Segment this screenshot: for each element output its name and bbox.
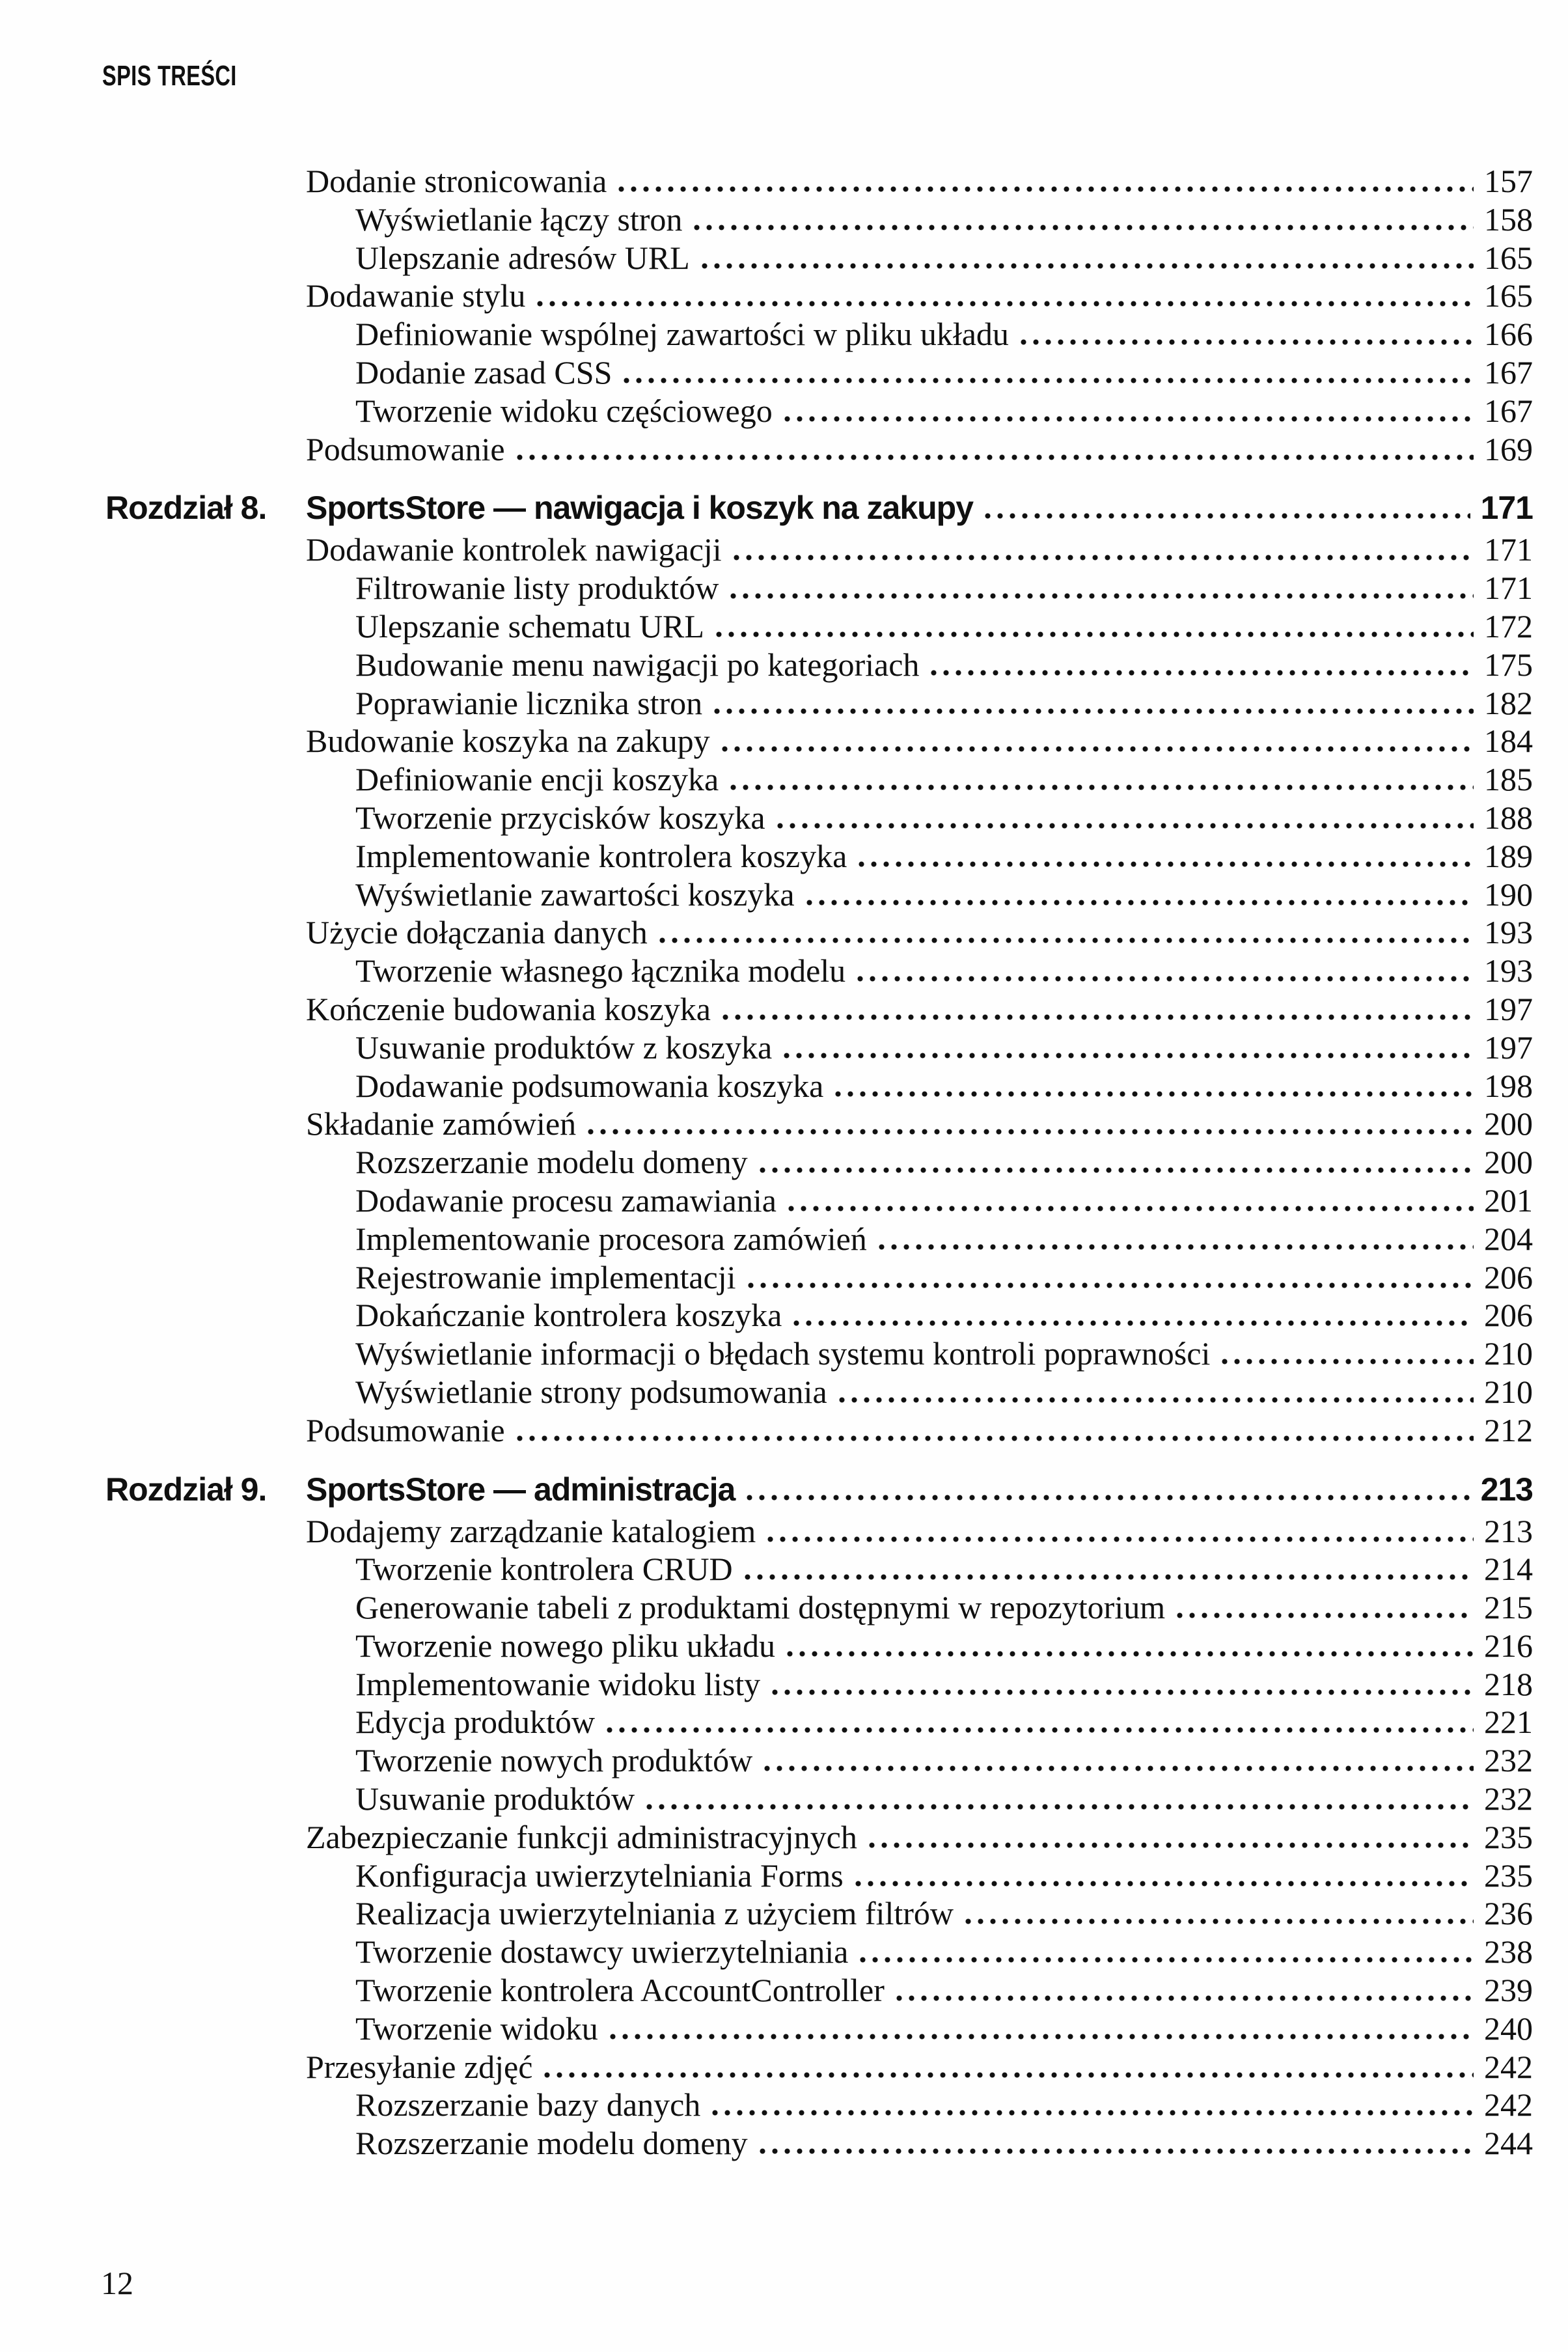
dot-leader — [748, 1282, 1474, 1288]
dot-leader — [896, 1995, 1474, 2001]
toc-entry-row — [306, 392, 1533, 430]
entry-title: Rozszerzanie modelu domeny — [355, 2125, 748, 2162]
dot-leader — [931, 670, 1474, 676]
toc-entry-row — [306, 607, 1533, 646]
page-number: 235 — [1484, 1818, 1533, 1855]
dot-leader — [694, 225, 1474, 230]
entry-title: Usuwanie produktów z koszyka — [355, 1029, 773, 1066]
page-number: 193 — [1484, 914, 1533, 951]
entry-title: Wyświetlanie łączy stron — [355, 201, 683, 238]
dot-leader — [747, 1495, 1470, 1501]
page-number: 188 — [1484, 799, 1533, 836]
toc-entry-row — [306, 353, 1533, 392]
page-header: SPIS TREŚCI — [102, 60, 237, 92]
page-number: 239 — [1484, 1972, 1533, 2009]
toc-entry-row — [306, 2048, 1533, 2086]
entry-title: Realizacja uwierzytelniania z użyciem filtrów — [355, 1895, 954, 1932]
page-number: 244 — [1484, 2125, 1533, 2162]
chapter-title: SportsStore — administracja — [306, 1471, 736, 1508]
dot-leader — [537, 301, 1474, 307]
toc-entry-row — [306, 277, 1533, 315]
dot-leader — [760, 2148, 1474, 2154]
entry-title: Tworzenie kontrolera AccountController — [355, 1972, 885, 2009]
entry-title: Filtrowanie listy produktów — [355, 570, 719, 607]
dot-leader — [1222, 1359, 1474, 1364]
dot-leader — [517, 1435, 1474, 1441]
entry-title: Tworzenie widoku częściowego — [355, 392, 773, 429]
toc-entry-row — [306, 2124, 1533, 2163]
dot-leader — [716, 631, 1474, 637]
toc-entry-row — [306, 1296, 1533, 1335]
dot-leader — [646, 1804, 1474, 1810]
entry-title: Dokańczanie kontrolera koszyka — [355, 1297, 782, 1334]
toc-entry-row — [306, 315, 1533, 353]
toc-entry-row — [306, 1220, 1533, 1258]
entry-title: Definiowanie wspólnej zawartości w pliku układu — [355, 316, 1009, 353]
entry-title: Zabezpieczanie funkcji administracyjnych — [306, 1818, 857, 1855]
page-number: 213 — [1480, 1471, 1533, 1508]
page-number: 238 — [1484, 1933, 1533, 1971]
page-number: 204 — [1484, 1220, 1533, 1257]
page-number: 200 — [1484, 1144, 1533, 1181]
entry-title: Implementowanie widoku listy — [355, 1665, 761, 1702]
page-number: 190 — [1484, 876, 1533, 913]
entry-title: Dodawanie stylu — [306, 277, 526, 314]
page-number: 232 — [1484, 1742, 1533, 1779]
entry-title: Implementowanie procesora zamówień — [355, 1220, 867, 1257]
toc-entry-row — [306, 1512, 1533, 1551]
dot-leader — [734, 555, 1474, 560]
toc-entry-row — [306, 1780, 1533, 1818]
toc-entry-row — [306, 430, 1533, 469]
entry-title: Użycie dołączania danych — [306, 914, 648, 951]
dot-leader — [544, 2072, 1474, 2078]
toc-entry-row — [306, 1258, 1533, 1297]
page-number: 185 — [1484, 761, 1533, 798]
chapter-number-label: Rozdział 9. — [105, 1471, 267, 1508]
chapter-number-label: Rozdział 8. — [105, 490, 267, 527]
entry-title: Budowanie menu nawigacji po kategoriach — [355, 646, 920, 683]
entry-title: Podsumowanie — [306, 1411, 505, 1448]
dot-leader — [777, 823, 1474, 829]
page-number: 197 — [1484, 1029, 1533, 1066]
dot-leader — [806, 900, 1474, 906]
dot-leader — [793, 1320, 1474, 1326]
page-number: 167 — [1484, 392, 1533, 429]
toc-entry-row — [306, 1933, 1533, 1971]
dot-leader — [702, 263, 1474, 269]
page-number: 242 — [1484, 2086, 1533, 2124]
entry-title: Ulepszanie adresów URL — [355, 239, 690, 276]
dot-leader — [860, 1957, 1474, 1963]
page-number: 240 — [1484, 2010, 1533, 2047]
page-number: 165 — [1484, 277, 1533, 314]
dot-leader — [659, 937, 1474, 943]
dot-leader — [965, 1918, 1474, 1924]
toc-entry-row — [306, 760, 1533, 799]
entry-title: Dodawanie procesu zamawiania — [355, 1182, 777, 1219]
toc-entry-row — [306, 2086, 1533, 2124]
toc-entry-row — [306, 1588, 1533, 1627]
toc-entry-row — [306, 837, 1533, 876]
dot-leader — [1177, 1612, 1474, 1618]
page-number: 232 — [1484, 1780, 1533, 1818]
dot-leader — [784, 416, 1474, 422]
dot-leader — [624, 378, 1474, 383]
entry-title: Konfiguracja uwierzytelniania Forms — [355, 1857, 844, 1894]
toc-entry-row — [306, 1818, 1533, 1857]
toc-entry-row — [306, 952, 1533, 990]
dot-leader — [722, 1014, 1474, 1020]
toc-entry-row — [306, 1665, 1533, 1704]
dot-leader — [772, 1689, 1474, 1695]
page-number: 184 — [1484, 723, 1533, 760]
page-number: 214 — [1484, 1551, 1533, 1588]
page-number: 171 — [1480, 490, 1533, 527]
dot-leader — [714, 708, 1474, 714]
page-number: 197 — [1484, 990, 1533, 1027]
entry-title: Rozszerzanie bazy danych — [355, 2086, 701, 2124]
toc-entry-row — [306, 1029, 1533, 1067]
page-number: 236 — [1484, 1895, 1533, 1932]
dot-leader — [985, 513, 1470, 519]
page-number: 171 — [1484, 570, 1533, 607]
toc-entry-row — [306, 2010, 1533, 2048]
page-number: 206 — [1484, 1297, 1533, 1334]
toc-entry-row — [306, 1857, 1533, 1895]
dot-leader — [839, 1397, 1474, 1403]
dot-leader — [835, 1091, 1474, 1097]
dot-leader — [730, 784, 1474, 790]
dot-leader — [767, 1536, 1474, 1542]
page-number: 182 — [1484, 684, 1533, 721]
dot-leader — [859, 861, 1474, 867]
entry-title: Budowanie koszyka na zakupy — [306, 723, 710, 760]
page-number: 171 — [1484, 531, 1533, 568]
page-number: 175 — [1484, 646, 1533, 683]
dot-leader — [730, 593, 1474, 599]
page-number: 166 — [1484, 316, 1533, 353]
toc-entry-row — [306, 531, 1533, 569]
page-number: 165 — [1484, 239, 1533, 276]
entry-title: Tworzenie kontrolera CRUD — [355, 1551, 733, 1588]
entry-title: Dodajemy zarządzanie katalogiem — [306, 1512, 756, 1549]
page-number: 242 — [1484, 2048, 1533, 2085]
toc-chapter-row — [105, 1467, 1533, 1512]
entry-title: Tworzenie dostawcy uwierzytelniania — [355, 1933, 849, 1971]
toc-entry-row — [306, 1067, 1533, 1105]
dot-leader — [787, 1651, 1474, 1657]
page-number: 216 — [1484, 1627, 1533, 1664]
chapter-title: SportsStore — nawigacja i koszyk na zakupy — [306, 490, 974, 527]
dot-leader — [745, 1574, 1474, 1580]
toc-entry-row — [306, 684, 1533, 723]
entry-title: Wyświetlanie informacji o błędach systemu kontroli poprawności — [355, 1335, 1211, 1372]
dot-leader — [1021, 339, 1474, 345]
dot-leader — [788, 1206, 1474, 1211]
entry-title: Poprawianie licznika stron — [355, 684, 703, 721]
entry-title: Składanie zamówień — [306, 1105, 577, 1142]
page-number: 213 — [1484, 1512, 1533, 1549]
entry-title: Tworzenie widoku — [355, 2010, 598, 2047]
dot-leader — [857, 976, 1474, 982]
page-number: 235 — [1484, 1857, 1533, 1894]
dot-leader — [517, 454, 1474, 460]
page-number: 210 — [1484, 1335, 1533, 1372]
toc-entry-row — [306, 1894, 1533, 1933]
toc-entry-row — [306, 1971, 1533, 2010]
page-number: 201 — [1484, 1182, 1533, 1219]
entry-title: Edycja produktów — [355, 1704, 595, 1741]
toc-entry-row — [306, 876, 1533, 914]
toc-entry-row — [306, 1411, 1533, 1450]
toc-entry-row — [306, 1550, 1533, 1588]
dot-leader — [760, 1167, 1474, 1173]
entry-title: Ulepszanie schematu URL — [355, 607, 704, 644]
toc-entry-row — [306, 1703, 1533, 1741]
page-number: 221 — [1484, 1704, 1533, 1741]
entry-title: Generowanie tabeli z produktami dostępnymi w repozytorium — [355, 1589, 1166, 1626]
dot-leader — [722, 746, 1474, 752]
page-number: 189 — [1484, 837, 1533, 874]
dot-leader — [855, 1881, 1474, 1887]
entry-title: Definiowanie encji koszyka — [355, 761, 719, 798]
page-number: 167 — [1484, 353, 1533, 391]
entry-title: Dodanie zasad CSS — [355, 353, 612, 391]
toc-entry-row — [306, 162, 1533, 201]
entry-title: Przesyłanie zdjęć — [306, 2048, 533, 2085]
entry-title: Wyświetlanie zawartości koszyka — [355, 876, 795, 913]
page-number: 193 — [1484, 952, 1533, 989]
toc-entry-row — [306, 646, 1533, 684]
page-number: 157 — [1484, 163, 1533, 199]
page-number: 218 — [1484, 1665, 1533, 1702]
entry-title: Dodawanie podsumowania koszyka — [355, 1067, 824, 1104]
entry-title: Rozszerzanie modelu domeny — [355, 1144, 748, 1181]
dot-leader — [607, 1727, 1474, 1733]
toc-entry-row — [306, 1373, 1533, 1411]
toc-entry-row — [306, 239, 1533, 277]
toc-entry-row — [306, 201, 1533, 239]
dot-leader — [764, 1765, 1474, 1771]
dot-leader — [618, 186, 1474, 192]
dot-leader — [712, 2110, 1474, 2116]
entry-title: Podsumowanie — [306, 430, 505, 467]
page-number: 210 — [1484, 1373, 1533, 1410]
page-number: 206 — [1484, 1258, 1533, 1295]
dot-leader — [879, 1244, 1474, 1250]
entry-title: Wyświetlanie strony podsumowania — [355, 1373, 827, 1410]
dot-leader — [610, 2034, 1474, 2040]
toc-entry-row — [306, 722, 1533, 760]
page-number: 169 — [1484, 430, 1533, 467]
toc-entry-row — [306, 913, 1533, 952]
page-number: 172 — [1484, 607, 1533, 644]
toc-entry-row — [306, 799, 1533, 837]
entry-title: Dodanie stronicowania — [306, 163, 607, 199]
toc-entry-row — [306, 1105, 1533, 1143]
entry-title: Tworzenie nowego pliku układu — [355, 1627, 775, 1664]
page-number: 198 — [1484, 1067, 1533, 1104]
entry-title: Usuwanie produktów — [355, 1780, 635, 1818]
toc-list — [105, 162, 1533, 2163]
page-number: 200 — [1484, 1105, 1533, 1142]
dot-leader — [869, 1842, 1474, 1848]
footer-page-number: 12 — [101, 2265, 133, 2301]
toc-chapter-row — [105, 485, 1533, 531]
toc-entry-row — [306, 569, 1533, 607]
entry-title: Tworzenie nowych produktów — [355, 1742, 753, 1779]
toc-entry-row — [306, 1335, 1533, 1373]
toc-entry-row — [306, 1182, 1533, 1220]
entry-title: Tworzenie własnego łącznika modelu — [355, 952, 846, 989]
entry-title: Dodawanie kontrolek nawigacji — [306, 531, 722, 568]
toc-entry-row — [306, 1143, 1533, 1182]
dot-leader — [588, 1129, 1474, 1135]
entry-title: Kończenie budowania koszyka — [306, 990, 711, 1027]
entry-title: Rejestrowanie implementacji — [355, 1258, 736, 1295]
page-number: 212 — [1484, 1411, 1533, 1448]
page-number: 215 — [1484, 1589, 1533, 1626]
toc-entry-row — [306, 1627, 1533, 1665]
page-number: 158 — [1484, 201, 1533, 238]
entry-title: Implementowanie kontrolera koszyka — [355, 837, 847, 874]
dot-leader — [784, 1053, 1474, 1058]
entry-title: Tworzenie przycisków koszyka — [355, 799, 765, 836]
toc-entry-row — [306, 1741, 1533, 1780]
toc-entry-row — [306, 990, 1533, 1029]
